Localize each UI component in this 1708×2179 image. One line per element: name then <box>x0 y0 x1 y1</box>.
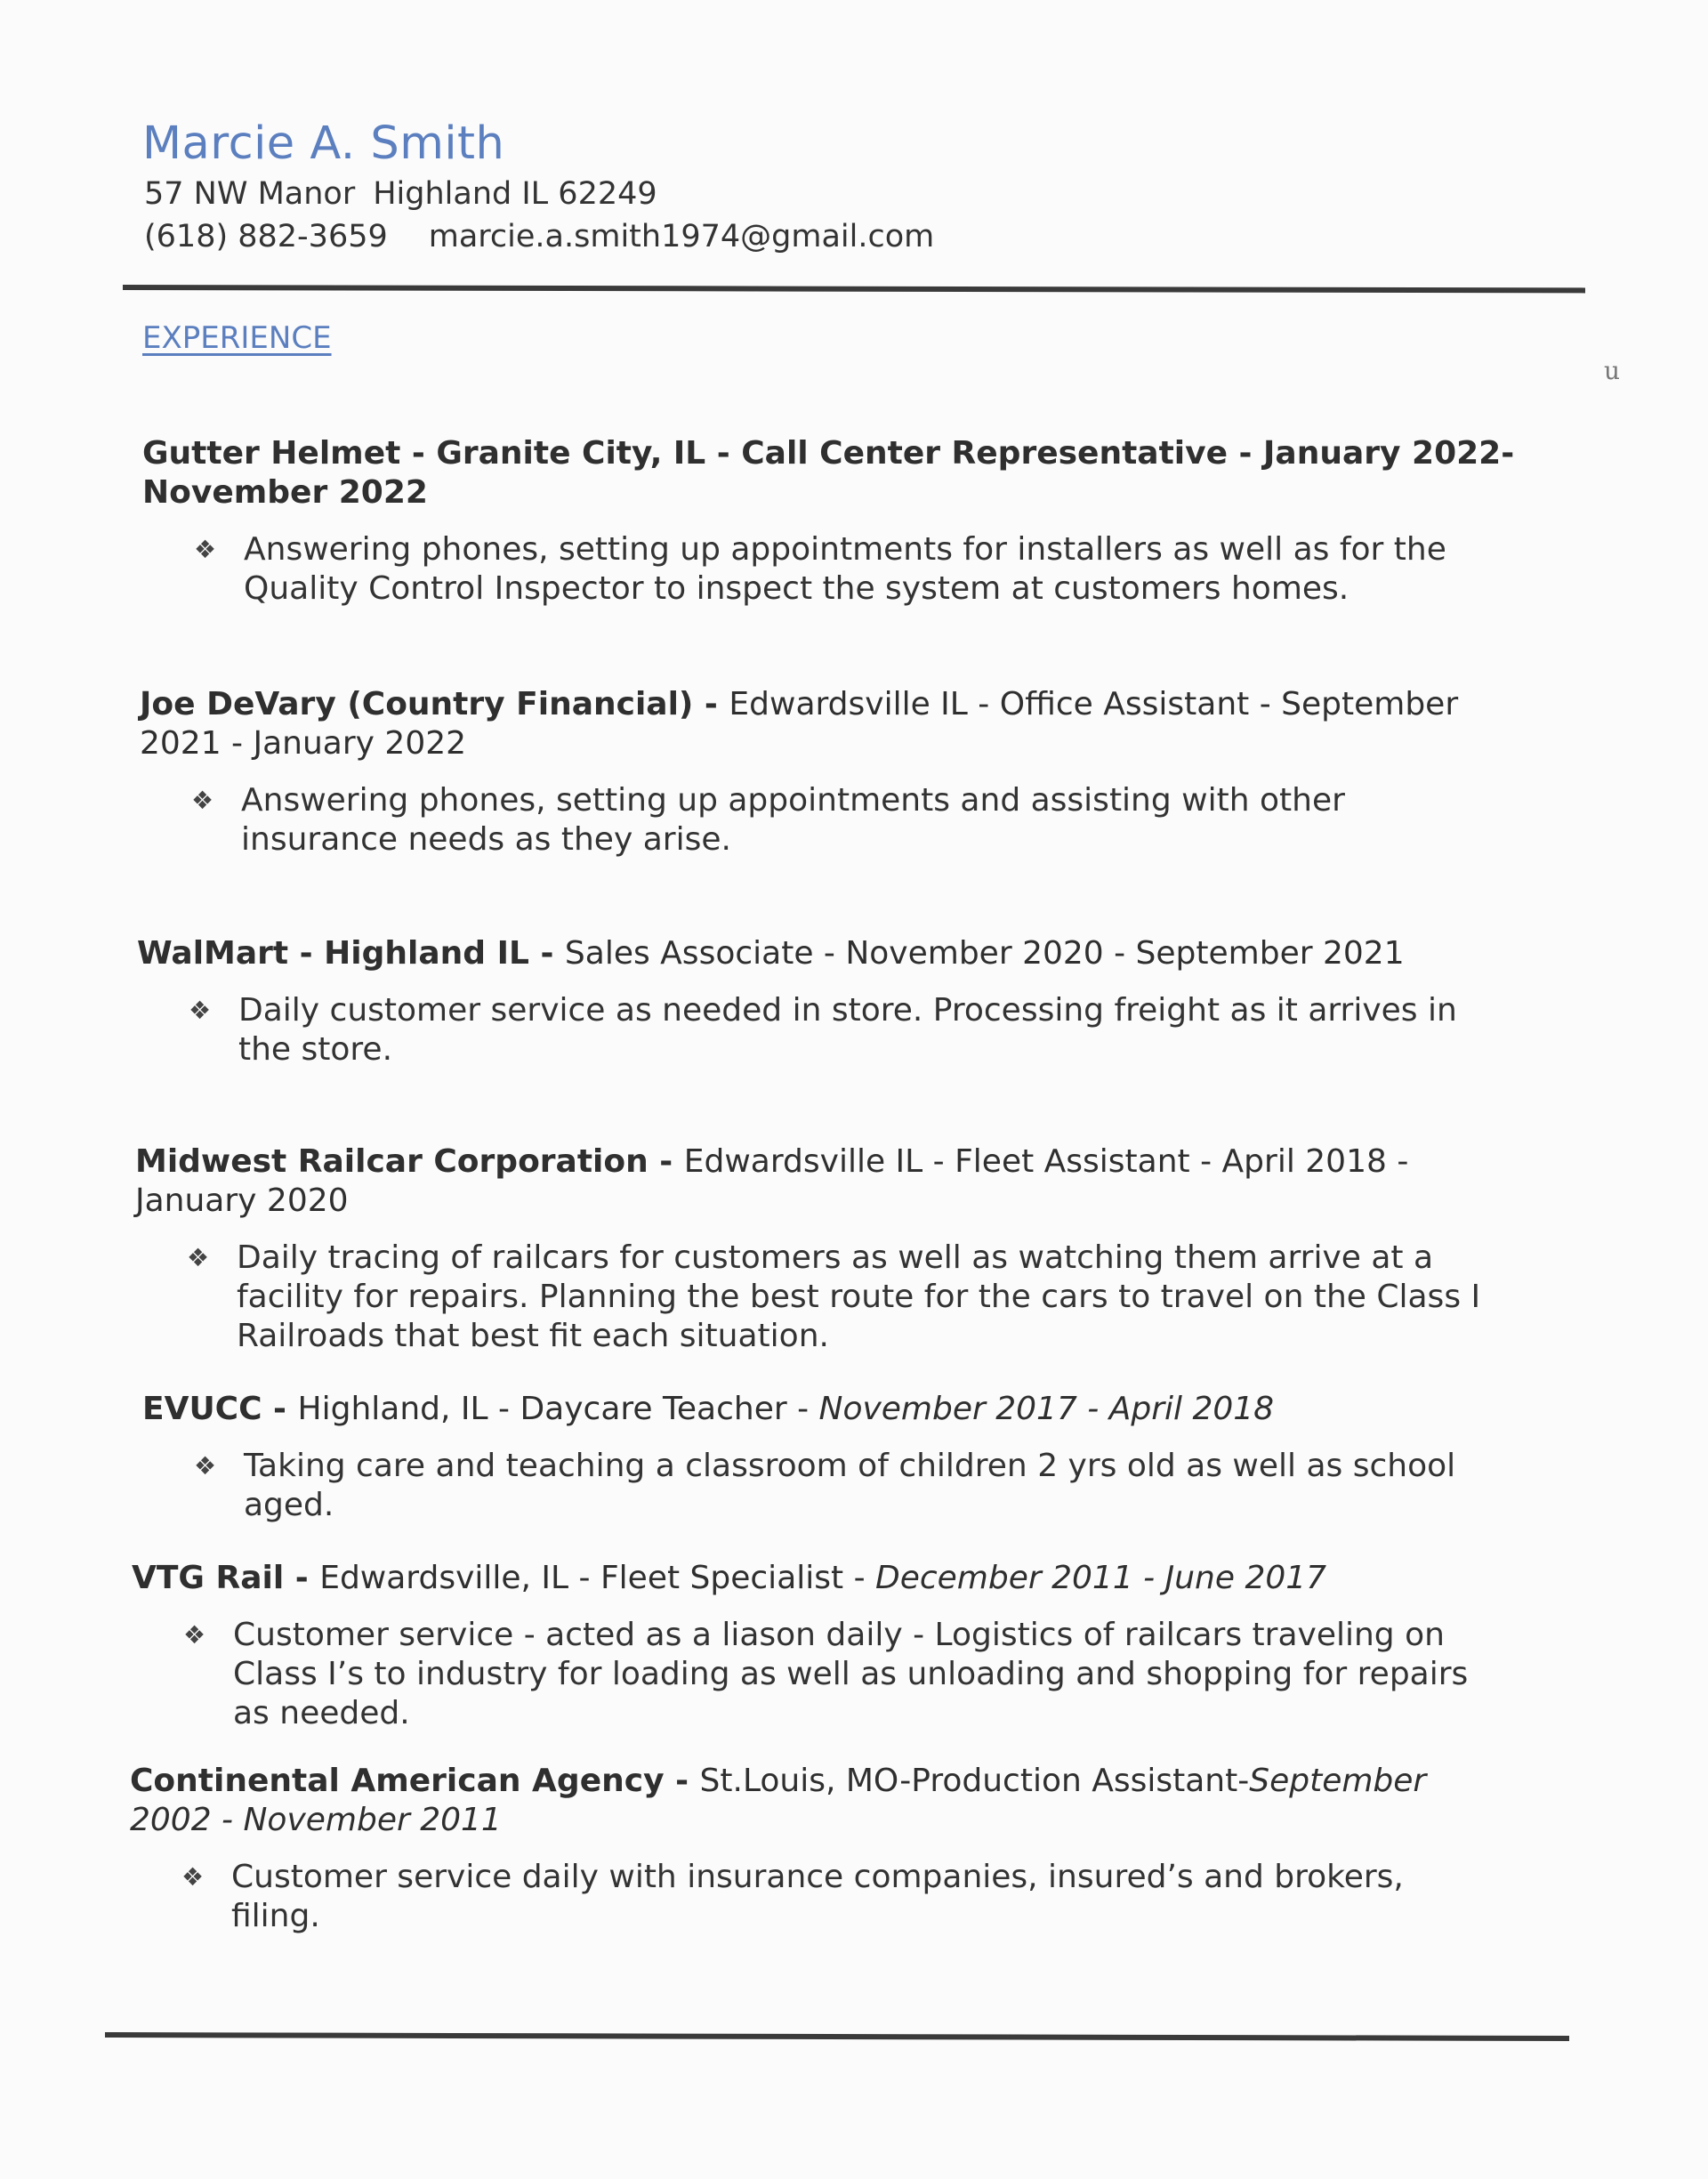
job-description <box>194 1447 1507 1525</box>
street-address: 57 NW Manor <box>144 176 356 212</box>
contact-line <box>144 219 934 254</box>
job-description <box>191 781 1504 859</box>
job-entry <box>132 1559 1519 1733</box>
job-description <box>194 530 1507 609</box>
job-title <box>142 1390 1530 1429</box>
email-address: marcie.a.smith1974@gmail.com <box>428 219 935 254</box>
job-description-text: Taking care and teaching a classroom of children 2 yrs old as well as school aged. <box>244 1448 1456 1523</box>
company-name: VTG Rail - <box>132 1560 320 1596</box>
diamond-bullet-icon: ❖ <box>189 996 212 1025</box>
job-description-text: Customer service daily with insurance companies, insured’s and brokers, filing. <box>231 1859 1404 1934</box>
job-description-text: Customer service - acted as a liason daily - Logistics of railcars traveling on Class I’s to industry for loading as well as unloading and shopping for repairs as needed. <box>233 1617 1469 1731</box>
city-state-zip: Highland IL 62249 <box>373 176 657 212</box>
diamond-bullet-icon: ❖ <box>194 1451 217 1481</box>
job-title <box>135 1142 1523 1221</box>
job-description-text: Daily tracing of railcars for customers as well as watching them arrive at a facility for repairs. Planning the best route for the cars to travel on the Class I Railroads that best fit each situation. <box>237 1239 1481 1354</box>
job-description <box>181 1858 1494 1936</box>
job-title <box>130 1762 1518 1840</box>
diamond-bullet-icon: ❖ <box>181 1862 205 1892</box>
job-details: St.Louis, MO-Production Assistant- <box>699 1763 1250 1799</box>
job-details: Highland, IL - Daycare Teacher - <box>297 1391 819 1427</box>
job-title <box>142 434 1530 512</box>
job-entry <box>137 934 1525 1069</box>
job-entry <box>140 685 1527 859</box>
job-description-text: Answering phones, setting up appointments and assisting with other insurance needs as they arise. <box>241 782 1345 858</box>
margin-mark: u <box>1604 356 1621 385</box>
diamond-bullet-icon: ❖ <box>194 535 217 564</box>
diamond-bullet-icon: ❖ <box>191 786 214 815</box>
job-details: Edwardsville IL - Fleet Assistant - April 2018 - January 2020 <box>135 1143 1409 1219</box>
job-entry <box>142 434 1530 609</box>
top-divider <box>123 285 1585 293</box>
job-entry <box>135 1142 1523 1356</box>
job-title <box>137 934 1525 973</box>
diamond-bullet-icon: ❖ <box>183 1620 206 1650</box>
company-name: Continental American Agency - <box>130 1763 700 1799</box>
job-details: Edwardsville, IL - Fleet Specialist - <box>319 1560 875 1596</box>
job-dates: September 2002 - November 2011 <box>130 1763 1427 1838</box>
job-description <box>183 1616 1496 1733</box>
experience-heading: EXPERIENCE <box>142 320 332 356</box>
job-details: Edwardsville IL - Office Assistant - September 2021 - January 2022 <box>140 686 1459 762</box>
phone-number: (618) 882-3659 <box>144 219 388 254</box>
job-heading: Gutter Helmet - Granite City, IL - Call Center Representative - January 2022-November 2022 <box>142 435 1515 511</box>
job-description <box>187 1239 1500 1356</box>
bottom-divider <box>105 2032 1569 2041</box>
job-description-text: Daily customer service as needed in store. Processing freight as it arrives in the store. <box>238 992 1457 1068</box>
company-name: WalMart - Highland IL - <box>137 935 565 972</box>
job-details: Sales Associate - November 2020 - September 2021 <box>564 935 1405 972</box>
job-description-text: Answering phones, setting up appointments for installers as well as for the Quality Control Inspector to inspect the system at customers homes. <box>244 531 1446 607</box>
job-title <box>132 1559 1519 1598</box>
candidate-name: Marcie A. Smith <box>142 117 505 170</box>
company-name: Midwest Railcar Corporation - <box>135 1143 684 1180</box>
diamond-bullet-icon: ❖ <box>187 1243 210 1272</box>
address-line <box>144 176 657 212</box>
job-dates: December 2011 - June 2017 <box>875 1560 1327 1596</box>
job-entry <box>130 1762 1518 1936</box>
company-name: Joe DeVary (Country Financial) - <box>140 686 729 722</box>
job-title <box>140 685 1527 763</box>
job-entry <box>142 1390 1530 1525</box>
job-dates: November 2017 - April 2018 <box>818 1391 1275 1427</box>
company-name: EVUCC - <box>142 1391 298 1427</box>
job-description <box>189 991 1502 1069</box>
